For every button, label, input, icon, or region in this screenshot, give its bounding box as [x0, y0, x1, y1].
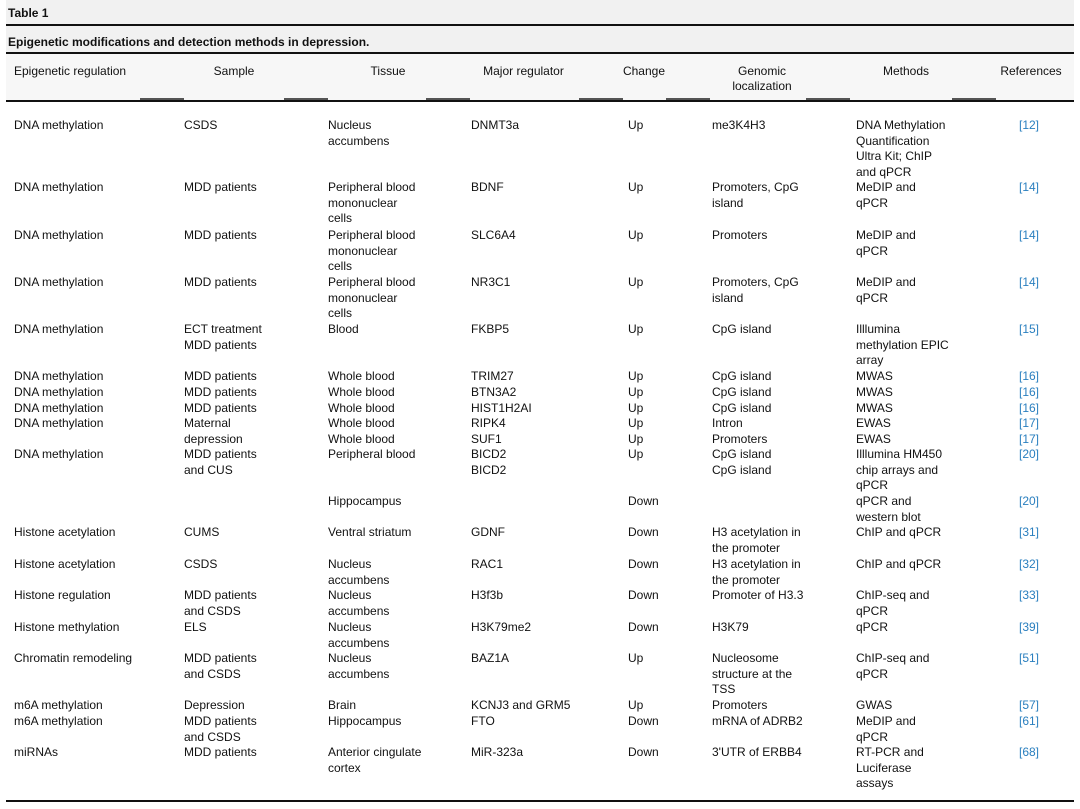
cell-change: Down	[628, 588, 659, 602]
column-header-major-regulator: Major regulator	[483, 64, 564, 78]
table-page	[6, 0, 1074, 809]
column-header-references: References	[1000, 64, 1062, 78]
cell-sample: MDD patients	[184, 180, 257, 194]
cell-methods: MeDIP and qPCR	[856, 180, 916, 210]
cell-references[interactable]: [15]	[1018, 322, 1039, 336]
cell-change: Up	[628, 118, 644, 132]
cell-methods: qPCR and western blot	[856, 494, 921, 524]
cell-genomic-localization: CpG island	[712, 322, 772, 336]
cell-epigenetic-regulation: miRNAs	[14, 745, 58, 759]
column-header-epigenetic-regulation: Epigenetic regulation	[14, 64, 127, 78]
cell-references[interactable]: [57]	[1018, 698, 1039, 712]
cell-tissue: Whole blood	[328, 385, 395, 399]
cell-references[interactable]: [16]	[1018, 369, 1039, 383]
cell-methods: MeDIP and qPCR	[856, 275, 916, 305]
table-title: Epigenetic modifications and detection methods in depression.	[8, 35, 370, 49]
cell-sample: CSDS	[184, 557, 218, 571]
cell-tissue: Brain	[328, 698, 357, 712]
cell-epigenetic-regulation: Histone methylation	[14, 620, 120, 634]
cell-sample: Maternal depression	[184, 416, 243, 446]
cell-epigenetic-regulation: DNA methylation	[14, 401, 104, 415]
cell-epigenetic-regulation: Chromatin remodeling	[14, 651, 133, 665]
cell-tissue: Whole blood	[328, 401, 395, 415]
cell-tissue: Nucleus accumbens	[328, 557, 390, 587]
cell-epigenetic-regulation: m6A methylation	[14, 698, 103, 712]
cell-epigenetic-regulation: Histone acetylation	[14, 525, 116, 539]
cell-epigenetic-regulation: DNA methylation	[14, 322, 104, 336]
cell-sample: MDD patients	[184, 385, 257, 399]
cell-genomic-localization: Nucleosome structure at the TSS	[712, 651, 793, 697]
cell-major-regulator: MiR-323a	[471, 745, 524, 759]
column-header-sample: Sample	[213, 64, 255, 78]
cell-tissue: Ventral striatum	[328, 525, 412, 539]
cell-change: Down	[628, 620, 659, 634]
cell-sample: MDD patients and CSDS	[184, 714, 257, 744]
cell-change: Up	[628, 369, 644, 383]
cell-references[interactable]: [51]	[1018, 651, 1039, 665]
cell-major-regulator: FKBP5	[471, 322, 510, 336]
cell-references[interactable]: [20]	[1018, 494, 1039, 508]
cell-change: Up	[628, 275, 644, 289]
cell-major-regulator: NR3C1	[471, 275, 511, 289]
cell-genomic-localization: H3 acetylation in the promoter	[712, 525, 801, 555]
cell-sample: MDD patients and CUS	[184, 447, 257, 477]
cell-major-regulator: RIPK4 SUF1	[471, 416, 506, 446]
cell-genomic-localization: Promoters	[712, 228, 768, 242]
cell-sample: Depression	[184, 698, 245, 712]
cell-epigenetic-regulation: Histone regulation	[14, 588, 111, 602]
cell-major-regulator: H3f3b	[471, 588, 504, 602]
cell-tissue: Peripheral blood mononuclear cells	[328, 180, 416, 226]
cell-change: Up	[628, 322, 644, 336]
cell-tissue: Anterior cingulate cortex	[328, 745, 422, 775]
cell-epigenetic-regulation: DNA methylation	[14, 275, 104, 289]
cell-methods: RT-PCR and Luciferase assays	[856, 745, 924, 791]
cell-sample: MDD patients and CSDS	[184, 588, 257, 618]
cell-sample: CUMS	[184, 525, 220, 539]
table-title-bar	[6, 26, 1074, 54]
cell-major-regulator: BAZ1A	[471, 651, 510, 665]
cell-change: Up	[628, 651, 644, 665]
header-divider-mark	[140, 98, 184, 100]
cell-methods: ChIP and qPCR	[856, 557, 942, 571]
cell-genomic-localization: me3K4H3	[712, 118, 766, 132]
cell-references[interactable]: [14]	[1018, 228, 1039, 242]
cell-methods: Illlumina HM450 chip arrays and qPCR	[856, 447, 943, 493]
cell-genomic-localization: Promoters, CpG island	[712, 275, 799, 305]
cell-methods: qPCR	[856, 620, 889, 634]
cell-sample: MDD patients	[184, 401, 257, 415]
cell-major-regulator: KCNJ3 and GRM5	[471, 698, 571, 712]
cell-references[interactable]: [12]	[1018, 118, 1039, 132]
header-divider-mark	[579, 98, 623, 100]
cell-references[interactable]: [31]	[1018, 525, 1039, 539]
cell-epigenetic-regulation: DNA methylation	[14, 447, 104, 461]
cell-change: Down	[628, 714, 659, 728]
cell-change: Down	[628, 745, 659, 759]
cell-methods: MWAS	[856, 385, 893, 399]
cell-major-regulator: RAC1	[471, 557, 504, 571]
cell-methods: ChIP and qPCR	[856, 525, 942, 539]
cell-genomic-localization: 3'UTR of ERBB4	[712, 745, 802, 759]
cell-epigenetic-regulation: DNA methylation	[14, 416, 104, 430]
cell-methods: DNA Methylation Quantification Ultra Kit; ChIP and qPCR	[856, 118, 946, 179]
cell-change: Down	[628, 525, 659, 539]
cell-genomic-localization: CpG island	[712, 385, 772, 399]
cell-epigenetic-regulation: Histone acetylation	[14, 557, 116, 571]
cell-tissue: Nucleus accumbens	[328, 588, 390, 618]
cell-tissue: Blood	[328, 322, 359, 336]
cell-epigenetic-regulation: DNA methylation	[14, 369, 104, 383]
cell-methods: MeDIP and qPCR	[856, 228, 916, 258]
cell-epigenetic-regulation: m6A methylation	[14, 714, 103, 728]
cell-methods: MWAS	[856, 369, 893, 383]
column-header-tissue: Tissue	[370, 64, 406, 78]
cell-methods: Illlumina methylation EPIC array	[856, 322, 949, 368]
cell-epigenetic-regulation: DNA methylation	[14, 180, 104, 194]
cell-sample: MDD patients	[184, 275, 257, 289]
cell-sample: MDD patients and CSDS	[184, 651, 257, 681]
cell-genomic-localization: CpG island	[712, 401, 772, 415]
cell-major-regulator: DNMT3a	[471, 118, 520, 132]
cell-references[interactable]: [32]	[1018, 557, 1039, 571]
column-header-change: Change	[622, 64, 666, 78]
cell-genomic-localization: Promoters	[712, 698, 768, 712]
cell-epigenetic-regulation: DNA methylation	[14, 385, 104, 399]
cell-methods: ChIP-seq and qPCR	[856, 588, 930, 618]
cell-change: Up	[628, 228, 644, 242]
cell-major-regulator: HIST1H2AI	[471, 401, 532, 415]
cell-change: Up	[628, 180, 644, 194]
table-label: Table 1	[8, 6, 49, 20]
cell-change: Down	[628, 494, 659, 508]
cell-genomic-localization: Intron Promoters	[712, 416, 768, 446]
cell-genomic-localization: Promoters, CpG island	[712, 180, 799, 210]
cell-genomic-localization: H3K79	[712, 620, 749, 634]
header-divider-mark	[426, 98, 470, 100]
cell-change: Up	[628, 698, 644, 712]
cell-major-regulator: GDNF	[471, 525, 505, 539]
cell-sample: ECT treatment MDD patients	[184, 322, 262, 352]
cell-change: Up	[628, 447, 644, 461]
header-divider-mark	[952, 98, 996, 100]
cell-methods: EWAS EWAS	[856, 416, 891, 446]
cell-major-regulator: H3K79me2	[471, 620, 532, 634]
cell-tissue: Whole blood	[328, 369, 395, 383]
cell-change: Up	[628, 401, 644, 415]
cell-change: Down	[628, 557, 659, 571]
cell-references[interactable]: [14]	[1018, 180, 1039, 194]
cell-epigenetic-regulation: DNA methylation	[14, 118, 104, 132]
cell-references[interactable]: [20]	[1018, 447, 1039, 461]
table-bottom-rule	[6, 800, 1074, 802]
cell-change: Up	[628, 385, 644, 399]
cell-sample: MDD patients	[184, 228, 257, 242]
cell-references[interactable]: [14]	[1018, 275, 1039, 289]
cell-sample: CSDS	[184, 118, 218, 132]
cell-tissue: Hippocampus	[328, 714, 402, 728]
cell-references[interactable]: [61]	[1018, 714, 1039, 728]
cell-references[interactable]: [16]	[1018, 401, 1039, 415]
table-body	[6, 104, 1074, 799]
cell-major-regulator: BTN3A2	[471, 385, 517, 399]
cell-genomic-localization: Promoter of H3.3	[712, 588, 804, 602]
cell-major-regulator: FTO	[471, 714, 495, 728]
cell-major-regulator: BICD2 BICD2	[471, 447, 507, 477]
cell-methods: MWAS	[856, 401, 893, 415]
header-divider-mark	[806, 98, 850, 100]
cell-methods: GWAS	[856, 698, 893, 712]
header-divider-mark	[666, 98, 710, 100]
cell-methods: MeDIP and qPCR	[856, 714, 916, 744]
cell-tissue: Hippocampus	[328, 494, 402, 508]
cell-references[interactable]: [39]	[1018, 620, 1039, 634]
cell-tissue: Whole blood Whole blood	[328, 416, 395, 446]
cell-references[interactable]: [16]	[1018, 385, 1039, 399]
cell-tissue: Peripheral blood	[328, 447, 416, 461]
cell-tissue: Peripheral blood mononuclear cells	[328, 228, 416, 274]
table-caption-bar	[6, 0, 1074, 26]
cell-references[interactable]: [33]	[1018, 588, 1039, 602]
cell-methods: ChIP-seq and qPCR	[856, 651, 930, 681]
cell-change: Up Up	[628, 416, 644, 446]
cell-sample: MDD patients	[184, 745, 257, 759]
cell-references[interactable]: [68]	[1018, 745, 1039, 759]
cell-epigenetic-regulation: DNA methylation	[14, 228, 104, 242]
cell-tissue: Nucleus accumbens	[328, 620, 390, 650]
column-header-genomic-localization: Genomic localization	[732, 64, 792, 93]
cell-sample: ELS	[184, 620, 207, 634]
cell-major-regulator: BDNF	[471, 180, 504, 194]
cell-tissue: Nucleus accumbens	[328, 651, 390, 681]
cell-sample: MDD patients	[184, 369, 257, 383]
cell-genomic-localization: mRNA of ADRB2	[712, 714, 803, 728]
cell-genomic-localization: CpG island CpG island	[712, 447, 772, 477]
column-header-methods: Methods	[882, 64, 930, 78]
cell-major-regulator: SLC6A4	[471, 228, 516, 242]
header-divider-mark	[284, 98, 328, 100]
cell-references[interactable]: [17] [17]	[1018, 416, 1039, 446]
cell-tissue: Nucleus accumbens	[328, 118, 390, 148]
cell-major-regulator: TRIM27	[471, 369, 514, 383]
table-header-row	[6, 54, 1074, 102]
cell-genomic-localization: CpG island	[712, 369, 772, 383]
cell-genomic-localization: H3 acetylation in the promoter	[712, 557, 801, 587]
cell-tissue: Peripheral blood mononuclear cells	[328, 275, 416, 321]
